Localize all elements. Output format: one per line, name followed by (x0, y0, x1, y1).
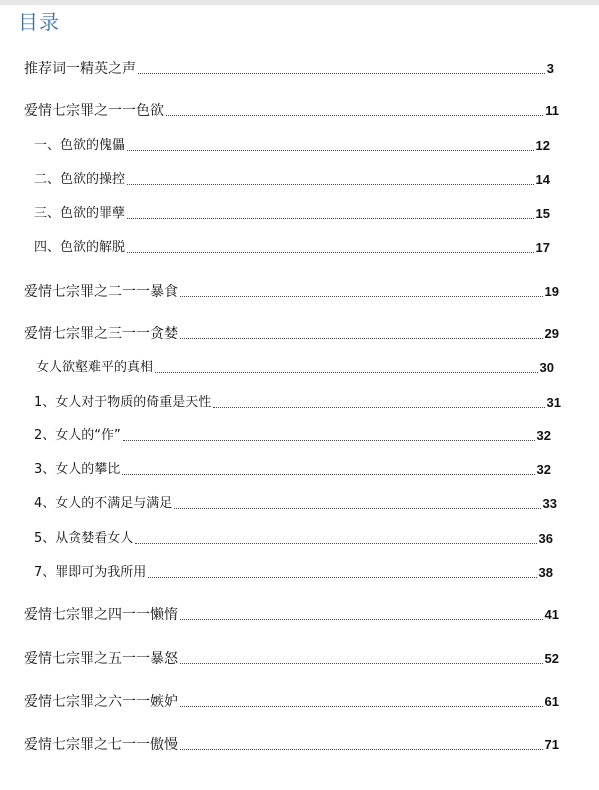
toc-entry-page: 33 (542, 496, 557, 511)
toc-entry-label: 爱情七宗罪之二一一暴食 (24, 284, 178, 300)
toc-entry-label: 一、色欲的傀儡 (34, 138, 126, 153)
toc-entry-section-3-1[interactable] (34, 393, 561, 413)
toc-entry-page: 38 (538, 565, 553, 580)
toc-entry-chapter-5[interactable] (24, 649, 559, 669)
dot-leader (127, 184, 534, 185)
dot-leader (166, 115, 543, 116)
dot-leader (138, 73, 545, 74)
toc-entry-page: 12 (535, 138, 550, 153)
top-border (0, 0, 599, 5)
toc-entry-section-1-4[interactable] (34, 238, 550, 258)
dot-leader (180, 706, 543, 707)
toc-entry-page: 14 (535, 172, 550, 187)
dot-leader (122, 474, 534, 475)
toc-title: 目录 (18, 10, 60, 34)
toc-entry-label: 爱情七宗罪之五一一暴怒 (24, 651, 178, 667)
toc-entry-label: 2、女人的“作” (34, 428, 121, 443)
dot-leader (174, 508, 540, 509)
toc-entry-page: 11 (545, 103, 559, 118)
toc-entry-page: 31 (546, 395, 561, 410)
toc-entry-label: 爱情七宗罪之四一一懒惰 (24, 607, 178, 623)
toc-entry-section-1-3[interactable] (34, 204, 550, 224)
toc-entry-section-3-4[interactable] (34, 494, 557, 514)
toc-entry-label: 四、色欲的解脱 (34, 240, 126, 255)
toc-entry-label: 3、女人的攀比 (34, 462, 121, 477)
toc-entry-label: 5、从贪婪看女人 (34, 531, 134, 546)
toc-entry-section-3-2[interactable] (34, 426, 551, 446)
toc-entry-label: 4、女人的不满足与满足 (34, 496, 173, 511)
toc-entry-chapter-1[interactable] (24, 101, 559, 121)
toc-entry-label: 爱情七宗罪之一一色欲 (24, 103, 164, 119)
toc-entry-chapter-6[interactable] (24, 692, 559, 712)
toc-entry-page: 30 (539, 360, 554, 375)
dot-leader (135, 543, 536, 544)
toc-entry-page: 52 (544, 651, 559, 666)
toc-entry-section-3-5[interactable] (34, 529, 553, 549)
toc-entry-section-3-3[interactable] (34, 460, 551, 480)
toc-entry-page: 32 (536, 428, 551, 443)
toc-entry-section-1-2[interactable] (34, 170, 550, 190)
dot-leader (180, 338, 543, 339)
toc-entry-page: 19 (544, 284, 559, 299)
toc-entry-page: 3 (546, 61, 554, 76)
toc-entry-chapter-4[interactable] (24, 605, 559, 625)
toc-entry-chapter-3[interactable] (24, 324, 559, 344)
toc-entry-page: 71 (544, 737, 559, 752)
dot-leader (127, 252, 534, 253)
toc-entry-section-1-1[interactable] (34, 136, 550, 156)
toc-entry-chapter-7[interactable] (24, 735, 559, 755)
toc-entry-page: 15 (535, 206, 550, 221)
toc-entry-label: 1、女人对于物质的倚重是天性 (34, 395, 212, 410)
dot-leader (148, 577, 536, 578)
toc-entry-page: 61 (544, 694, 559, 709)
toc-entry-label: 爱情七宗罪之三一一贪婪 (24, 326, 178, 342)
toc-entry-label: 女人欲壑难平的真相 (36, 360, 154, 375)
toc-entry-page: 36 (538, 531, 553, 546)
toc-entry-label: 爱情七宗罪之七一一傲慢 (24, 737, 178, 753)
dot-leader (180, 749, 543, 750)
toc-entry-label: 推荐词一精英之声 (24, 61, 136, 77)
toc-entry-page: 29 (544, 326, 559, 341)
dot-leader (127, 218, 534, 219)
dot-leader (155, 372, 538, 373)
toc-entry-chapter-2[interactable] (24, 282, 559, 302)
toc-entry-page: 32 (536, 462, 551, 477)
dot-leader (180, 663, 543, 664)
dot-leader (180, 619, 543, 620)
toc-entry-section-3-intro[interactable] (36, 358, 554, 378)
toc-entry-label: 三、色欲的罪孽 (34, 206, 126, 221)
dot-leader (123, 440, 535, 441)
toc-entry-page: 17 (535, 240, 550, 255)
toc-entry-label: 7、罪即可为我所用 (34, 565, 147, 580)
toc-entry-page: 41 (544, 607, 559, 622)
dot-leader (180, 296, 543, 297)
toc-entry-section-3-7[interactable] (34, 563, 553, 583)
dot-leader (213, 407, 544, 408)
toc-entry-label: 爱情七宗罪之六一一嫉妒 (24, 694, 178, 710)
dot-leader (127, 150, 534, 151)
toc-entry-label: 二、色欲的操控 (34, 172, 126, 187)
toc-entry-preface[interactable] (24, 59, 554, 79)
